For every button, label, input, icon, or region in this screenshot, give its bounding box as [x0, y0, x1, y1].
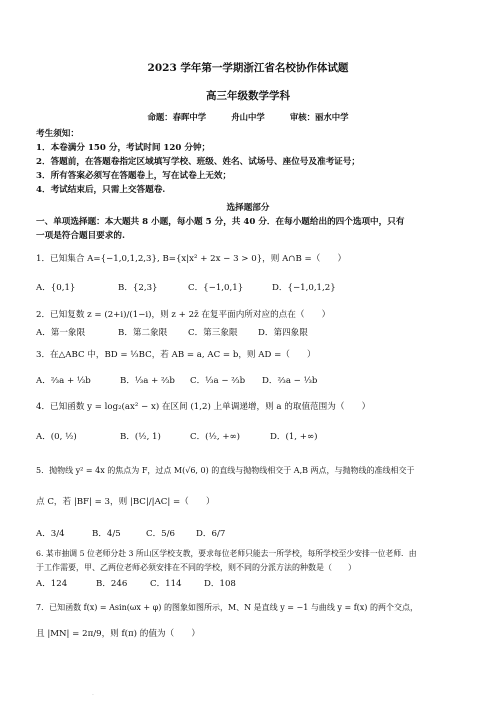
- question-3-option-b[interactable]: B．⅓a + ⅔b: [120, 376, 175, 386]
- question-2-option-a[interactable]: A．第一象限: [36, 328, 86, 338]
- notice-item-4: 4．考试结束后，只需上交答题卷.: [36, 185, 166, 195]
- question-4-option-d[interactable]: D．(1, +∞): [270, 432, 318, 442]
- notice-item-3: 3．所有答案必须写在答题卷上，写在试卷上无效；: [36, 171, 232, 181]
- question-2-option-c[interactable]: C．第三象限: [188, 328, 238, 338]
- question-7-stem-line-1: 7．已知函数 f(x) = Asin(ωx + φ) 的图象如图所示，M、N 是直线 y = −1 与曲线 y = f(x) 的两个交点，: [36, 603, 418, 612]
- question-4-option-c[interactable]: C．(½, +∞): [190, 432, 241, 442]
- question-3-option-c[interactable]: C．⅓a − ⅔b: [190, 376, 246, 386]
- question-5-stem-line-1: 5．抛物线 y² = 4x 的焦点为 F，过点 M(√6, 0) 的直线与抛物线相交于 A,B 两点，与抛物线的准线相交于: [36, 466, 415, 475]
- question-6-option-d[interactable]: D．108: [204, 579, 236, 589]
- question-5-option-b[interactable]: B．4/5: [92, 529, 121, 539]
- question-6-option-a[interactable]: A．124: [36, 579, 68, 589]
- question-1-option-b[interactable]: B．{2,3}: [118, 283, 158, 293]
- question-6-option-b[interactable]: B．246: [96, 579, 128, 589]
- question-1-option-d[interactable]: D．{−1,0,1,2}: [272, 283, 336, 293]
- question-3-option-d[interactable]: D．⅔a − ⅓b: [262, 376, 318, 386]
- question-5-option-c[interactable]: C．5/6: [146, 529, 175, 539]
- footer-mark: .: [92, 690, 94, 697]
- section-intro-line-1: 一、单项选择题：本大题共 8 小题，每小题 5 分，共 40 分．在每小题给出的四个选项中，只有: [36, 217, 405, 227]
- question-3-stem: 3．在△ABC 中，BD = ⅓BC，若 AB = a, AC = b，则 AD =（ ）: [36, 350, 316, 360]
- question-6-stem-line-2: 于工作需要，甲、乙两位老师必须安排在不同的学校，则不同的分派方法的种数是（ ）: [36, 563, 356, 572]
- question-1-option-a[interactable]: A．{0,1}: [36, 283, 76, 293]
- question-4-option-b[interactable]: B．(½, 1): [120, 432, 161, 442]
- notice-item-2: 2．答题前，在答题卷指定区域填写学校、班级、姓名、试场号、座位号及准考证号；: [36, 157, 360, 167]
- question-4-stem: 4．已知函数 y = log₂(ax² − x) 在区间 (1,2) 上单调递增，则 a 的取值范围为（ ）: [36, 402, 371, 412]
- question-3-option-a[interactable]: A．⅔a + ⅓b: [36, 376, 91, 386]
- question-4-option-a[interactable]: A．(0, ½): [36, 432, 77, 442]
- question-1-option-c[interactable]: C．{−1,0,1}: [188, 283, 244, 293]
- question-5-stem-line-2: 点 C，若 |BF| = 3，则 |BC|/|AC| =（ ）: [36, 497, 215, 507]
- question-7-stem-line-2: 且 |MN| = 2π/9，则 f(π) 的值为（ ）: [36, 629, 200, 639]
- question-5-option-d[interactable]: D．6/7: [196, 529, 226, 539]
- section-intro-line-2: 一项是符合题目要求的.: [36, 231, 125, 241]
- question-1-stem: 1．已知集合 A={−1,0,1,2,3}, B={x|x² + 2x − 3 > 0}，则 A∩B =（ ）: [36, 254, 347, 264]
- question-6-option-c[interactable]: C．114: [150, 579, 182, 589]
- question-2-option-b[interactable]: B．第二象限: [118, 328, 168, 338]
- notice-heading: 考生须知：: [36, 129, 79, 139]
- question-5-option-a[interactable]: A．3/4: [36, 529, 65, 539]
- question-6-stem-line-1: 6. 某市抽调 5 位老师分赴 3 所山区学校支教，要求每位老师只能去一所学校，每所学校至少安排一位老师．由: [36, 549, 417, 558]
- question-2-stem: 2．已知复数 z = (2+i)/(1−i)，则 z + 2z̄ 在复平面内所对应的点在（ ）: [36, 310, 331, 320]
- notice-item-1: 1．本卷满分 150 分，考试时间 120 分钟；: [36, 143, 211, 153]
- page-title: 2023 学年第一学期浙江省名校协作体试题: [147, 62, 349, 74]
- credits-line: 命题：春晖中学 舟山中学 审核：丽水中学: [147, 112, 349, 122]
- section-title: 选择题部分: [226, 203, 270, 213]
- question-2-option-d[interactable]: D．第四象限: [258, 328, 308, 338]
- page-subtitle: 高三年级数学学科: [206, 90, 290, 102]
